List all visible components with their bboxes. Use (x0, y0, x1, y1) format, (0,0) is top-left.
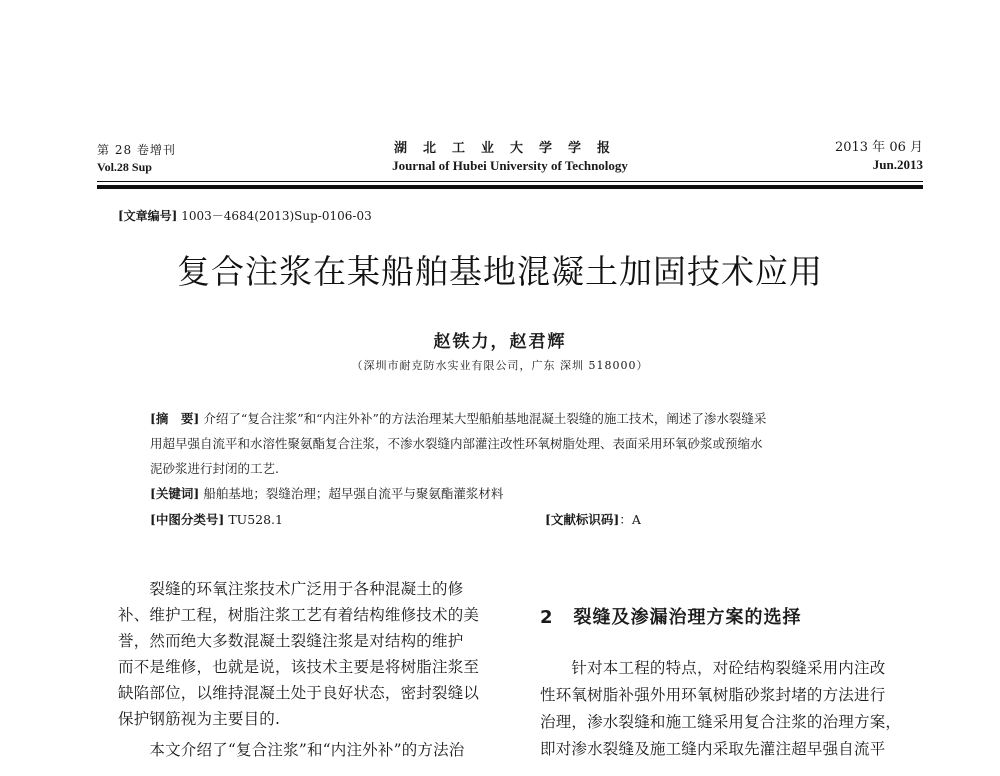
section-number: 2 (540, 607, 554, 628)
left-column-line: 裂缝的环氧注浆技术广泛用于各种混凝土的修 (118, 580, 464, 598)
left-column-line: 缺陷部位，以维持混凝土处于良好状态，密封裂缝以 (118, 684, 480, 702)
issue-date-en: Jun.2013 (872, 157, 923, 172)
right-column-line: 针对本工程的特点，对砼结构裂缝采用内注改 (540, 659, 886, 677)
section-title: 裂缝及渗漏治理方案的选择 (573, 607, 802, 628)
affiliation: （深圳市耐克防水实业有限公司，广东 深圳 518000） (351, 359, 649, 372)
article-title: 复合注浆在某船舶基地混凝土加固技术应用 (177, 252, 823, 291)
abstract-text: 介绍了“复合注浆”和“内注外补”的方法治理某大型船舶基地混凝土裂缝的施工技术，阐述了渗水裂缝采 (203, 411, 767, 426)
left-column-line: 本文介绍了“复合注浆”和“内注外补”的方法治 (118, 741, 465, 759)
left-column-line: 誉，然而绝大多数混凝土裂缝注浆是对结构的维护 (118, 632, 464, 650)
abstract-line-2: 用超早强自流平和水溶性聚氨酯复合注浆，不渗水裂缝内部灌注改性环氧树脂处理、表面采用环氧砂浆或预缩水 (150, 436, 763, 451)
left-column-line: 保护钢筋视为主要目的. (118, 710, 281, 728)
section-heading (540, 603, 802, 629)
keywords-value: 船舶基地；裂缝治理；超早强自流平与聚氨酯灌浆材料 (203, 486, 504, 501)
article-number-label: [文章编号] (118, 209, 178, 223)
volume-cn: 第 28 卷增刊 (97, 143, 176, 157)
volume-en: Vol.28 Sup (97, 160, 152, 174)
article-number (118, 207, 372, 224)
right-column-line: 治理，渗水裂缝和施工缝采用复合注浆的治理方案， (540, 713, 902, 731)
abstract-line-1 (150, 409, 766, 427)
authors: 赵铁力，赵君辉 (433, 332, 567, 352)
article-number-value: 1003－4684(2013)Sup-0106-03 (181, 209, 372, 223)
classification-label: [中图分类号] (150, 512, 225, 527)
header-rule-thick (97, 185, 923, 189)
left-column-line: 补、维护工程，树脂注浆工艺有着结构维修技术的美 (118, 606, 480, 624)
keywords-label: [关键词] (150, 486, 200, 501)
classification (150, 510, 283, 528)
keywords (150, 484, 503, 502)
right-column-line: 性环氧树脂补强外用环氧树脂砂浆封堵的方法进行 (540, 686, 886, 704)
abstract-line-3: 泥砂浆进行封闭的工艺. (150, 461, 279, 476)
issue-date-cn: 2013 年 06 月 (834, 140, 923, 155)
right-column-line: 即对渗水裂缝及施工缝内采取先灌注超早强自流平 (540, 740, 886, 758)
document-code-label: [文献标识码] (545, 512, 620, 527)
document-code-value: ：A (619, 512, 641, 527)
abstract-label: [摘 要] (150, 411, 200, 426)
classification-value: TU528.1 (228, 512, 283, 527)
journal-name-en: Journal of Hubei University of Technology (392, 158, 628, 173)
header-rule-thin (97, 181, 923, 182)
journal-name-cn: 湖北工业大学学报 (393, 141, 626, 156)
document-code (545, 510, 641, 528)
left-column-line: 而不是维修，也就是说，该技术主要是将树脂注浆至 (118, 658, 480, 676)
